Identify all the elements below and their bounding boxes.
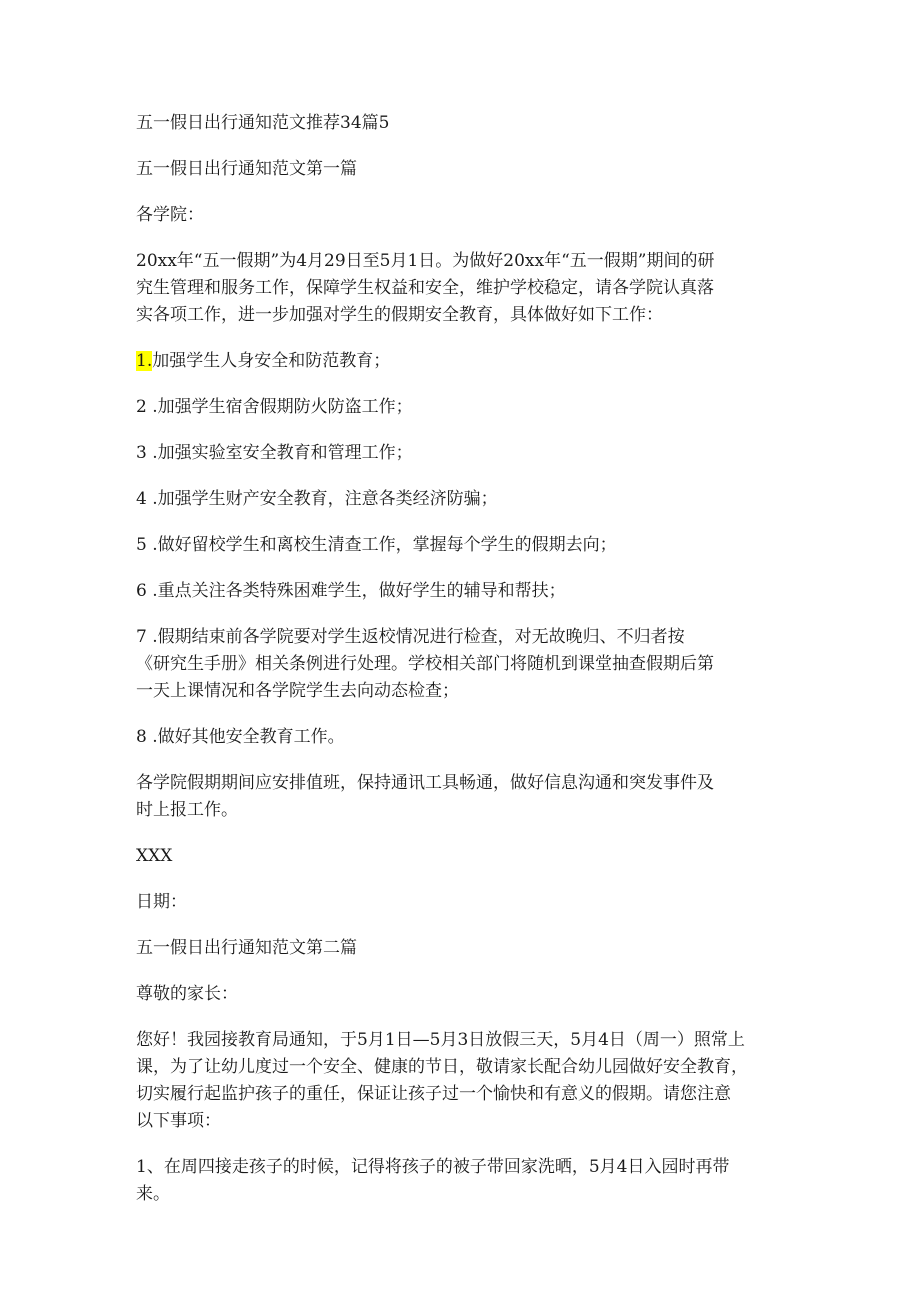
section2-list-item-1 [136,1154,786,1208]
signature: XXX [136,846,173,866]
section2-intro-paragraph [136,1027,786,1135]
date-label: 日期： [136,892,187,912]
text-line: 课，为了让幼儿度过一个安全、健康的节日，敬请家长配合幼儿园做好安全教育， [136,1057,748,1077]
section2-title: 五一假日出行通知范文第二篇 [136,938,357,958]
main-title: 五一假日出行通知范文推荐34篇5 [136,113,390,133]
text-line: 时上报工作。 [136,800,238,820]
list-item-7 [136,624,786,705]
text-line: 《研究生手册》相关条例进行处理。学校相关部门将随机到课堂抽查假期后第 [136,654,714,674]
section1-salutation: 各学院： [136,205,204,225]
text-line: 20xx年“五一假期”为4月29日至5月1日。为做好20xx年“五一假期”期间的研 [136,251,715,271]
section2-salutation: 尊敬的家长： [136,984,238,1004]
highlighted-number: 1. [136,351,153,371]
text-line: 究生管理和服务工作，保障学生权益和安全，维护学校稳定，请各学院认真落 [136,278,714,298]
text-line: 实各项工作，进一步加强对学生的假期安全教育，具体做好如下工作： [136,305,663,325]
list-item-1 [136,348,786,375]
text-line: 切实履行起监护孩子的重任，保证让孩子过一个愉快和有意义的假期。请您注意 [136,1084,731,1104]
list-item-6: 6 .重点关注各类特殊困难学生，做好学生的辅导和帮扶； [136,581,566,601]
list-item-2: 2 .加强学生宿舍假期防火防盗工作； [136,397,413,417]
text-line: 以下事项： [136,1111,221,1131]
list-item-text: 加强学生人身安全和防范教育； [152,351,391,371]
text-line: 您好！我园接教育局通知，于5月1日—5月3日放假三天，5月4日（周一）照常上 [136,1030,745,1050]
text-line: 一天上课情况和各学院学生去向动态检查； [136,681,459,701]
text-line: 1、在周四接走孩子的时候，记得将孩子的被子带回家洗晒，5月4日入园时再带 [136,1157,730,1177]
section1-intro-paragraph [136,248,786,329]
text-line: 7 .假期结束前各学院要对学生返校情况进行检查，对无故晚归、不归者按 [136,627,685,647]
document-body [136,110,786,1227]
section1-title: 五一假日出行通知范文第一篇 [136,159,357,179]
text-line: 各学院假期期间应安排值班，保持通讯工具畅通，做好信息沟通和突发事件及 [136,773,714,793]
text-line: 来。 [136,1184,170,1204]
section1-closing [136,770,786,824]
list-item-4: 4 .加强学生财产安全教育，注意各类经济防骗； [136,489,498,509]
list-item-5: 5 .做好留校学生和离校生清查工作，掌握每个学生的假期去向； [136,535,617,555]
list-item-8: 8 .做好其他安全教育工作。 [136,727,345,747]
list-item-3: 3 .加强实验室安全教育和管理工作； [136,443,413,463]
